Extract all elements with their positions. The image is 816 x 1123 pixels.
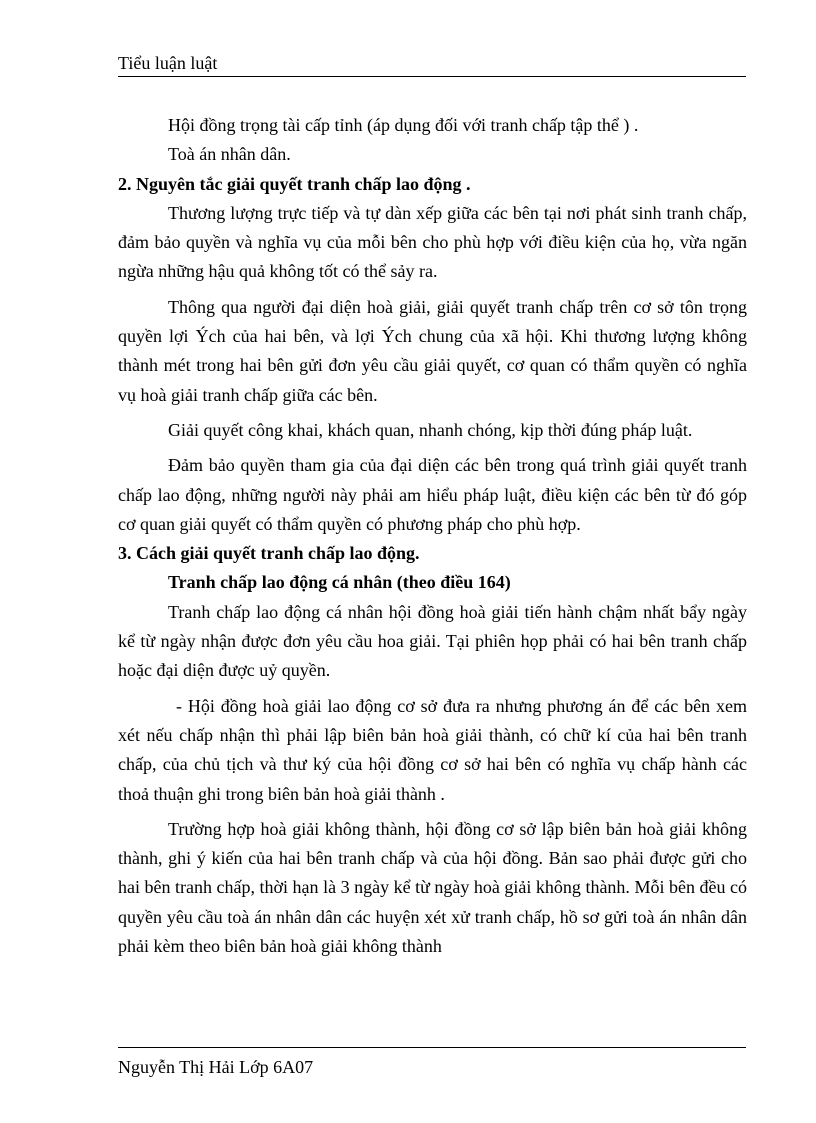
page-header xyxy=(118,52,746,77)
paragraph: Đảm bảo quyền tham gia của đại diện các bên trong quá trình giải quyết tranh chấp lao động, những người này phải am hiểu pháp luật, điều kiện các bên từ đó góp cơ quan giải quyết có thẩm quyền có phương pháp cho phù hợp. xyxy=(118,455,747,534)
header-title: Tiểu luận luật xyxy=(118,53,218,73)
paragraph: - Hội đồng hoà giải lao động cơ sở đưa ra nhưng phương án để các bên xem xét nếu chấp nhận thì phải lập biên bản hoà giải thành, có chữ kí của hai bên tranh chấp, của chủ tịch và thư ký của hội đồng cơ sở hai bên có nghĩa vụ chấp hành các thoả thuận ghi trong biên bản hoà giải thành . xyxy=(118,695,747,804)
section-heading: 2. Nguyên tắc giải quyết tranh chấp lao động . xyxy=(118,173,471,194)
paragraph: Giải quyết công khai, khách quan, nhanh chóng, kịp thời đúng pháp luật. xyxy=(168,419,693,440)
section-heading: 3. Cách giải quyết tranh chấp lao động. xyxy=(118,543,420,564)
subsection-heading: Tranh chấp lao động cá nhân (theo điều 164) xyxy=(168,572,511,593)
document-body xyxy=(118,111,747,961)
paragraph: Thương lượng trực tiếp và tự dàn xếp giữa các bên tại nơi phát sinh tranh chấp, đảm bảo quyền và nghĩa vụ của mỗi bên cho phù hợp với điều kiện của họ, vừa ngăn ngừa những hậu quả không tốt có thể sảy ra. xyxy=(118,202,747,282)
page-footer xyxy=(118,1047,746,1078)
footer-author: Nguyễn Thị Hải Lớp 6A07 xyxy=(118,1057,314,1077)
paragraph: Thông qua người đại diện hoà giải, giải quyết tranh chấp trên cơ sở tôn trọng quyền lợi Ých của hai bên, và lợi Ých chung của xã hội. Khi thương lượng không thành mét trong hai bên gửi đơn yêu cầu giải quyết, cơ quan có thẩm quyền có nghĩa vụ hoà giải tranh chấp giữa các bên. xyxy=(118,296,747,405)
paragraph: Tranh chấp lao động cá nhân hội đồng hoà giải tiến hành chậm nhất bẩy ngày kể từ ngày nhận được đơn yêu cầu hoa giải. Tại phiên họp phải có hai bên tranh chấp hoặc đại diện được uỷ quyền. xyxy=(118,601,747,681)
paragraph: Hội đồng trọng tài cấp tỉnh (áp dụng đối với tranh chấp tập thể ) . xyxy=(168,115,639,135)
paragraph: Toà án nhân dân. xyxy=(168,144,291,165)
paragraph: Trường hợp hoà giải không thành, hội đồng cơ sở lập biên bản hoà giải không thành, ghi ý kiến của hai bên tranh chấp và của hội đồng. Bản sao phải được gửi cho hai bên tranh chấp, thời hạn là 3 ngày kể từ ngày hoà giải không thành. Mỗi bên đều có quyền yêu cầu toà án nhân dân các huyện xét xử tranh chấp, hồ sơ gửi toà án nhân dân phải kèm theo biên bản hoà giải không thành xyxy=(118,818,747,957)
